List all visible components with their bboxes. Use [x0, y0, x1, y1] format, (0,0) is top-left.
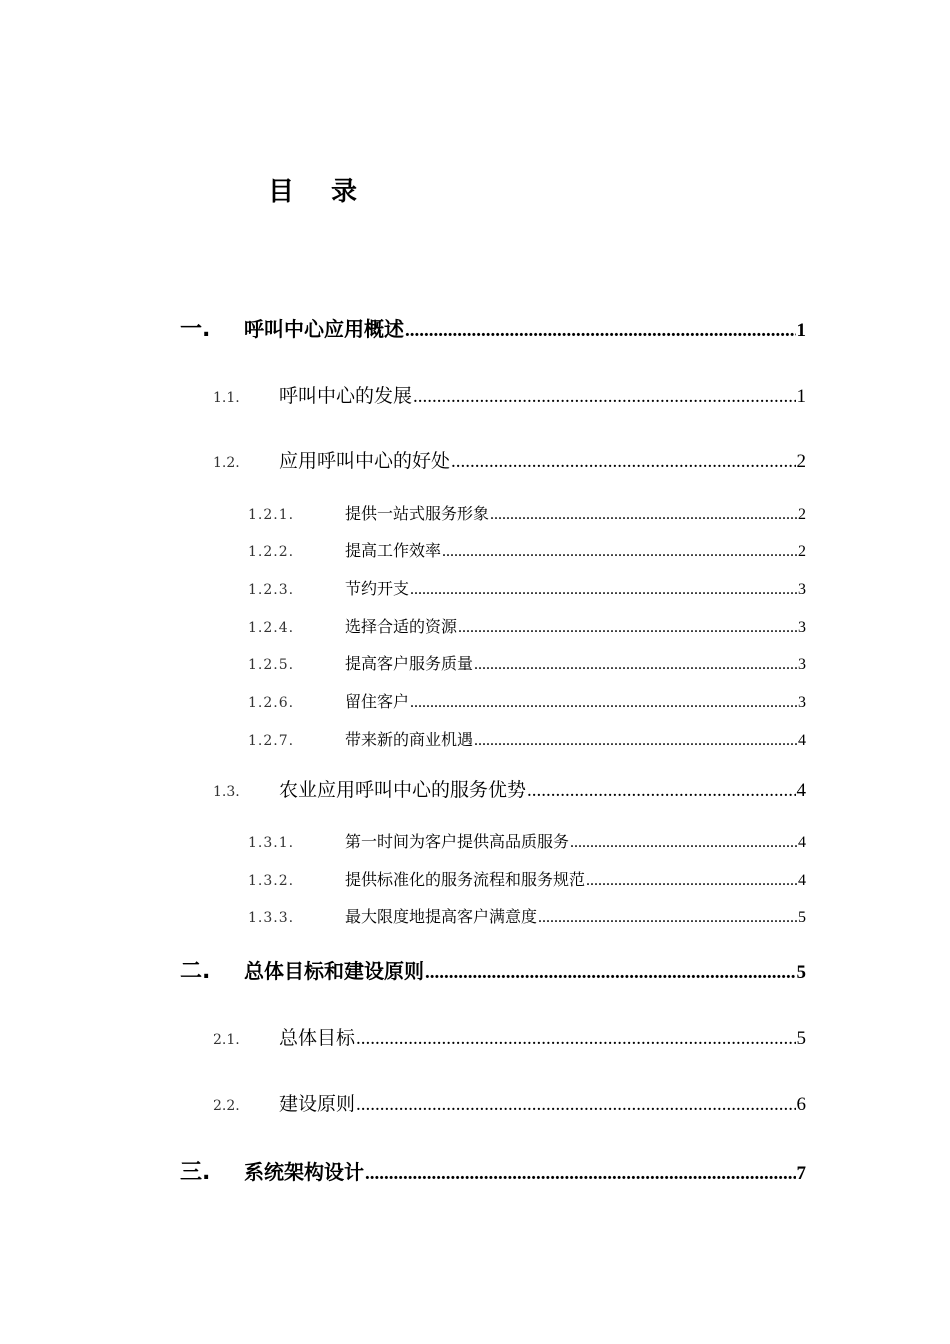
toc-entry-1-2-3[interactable]	[248, 577, 806, 601]
toc-entry-1-2-1[interactable]	[248, 502, 806, 526]
toc-page-number: 2	[798, 506, 806, 523]
toc-text: 最大限度地提高客户满意度	[345, 907, 538, 926]
toc-entry-1-3-2[interactable]	[248, 868, 806, 892]
toc-entry-1-2-4[interactable]	[248, 615, 806, 639]
toc-leader	[442, 540, 797, 564]
toc-text: 系统架构设计	[244, 1160, 364, 1184]
toc-page-number: 3	[798, 656, 806, 673]
toc-number: 1.2.	[213, 455, 240, 471]
toc-number: 1.3.3.	[248, 910, 295, 926]
toc-leader	[474, 653, 797, 677]
toc-page-number: 3	[798, 694, 806, 711]
toc-page-number: 4	[796, 780, 806, 801]
toc-leader	[365, 1159, 796, 1189]
toc-number: 1.3.1.	[248, 835, 295, 851]
toc-text: 节约开支	[345, 579, 410, 598]
toc-entry-1-2-7[interactable]	[248, 728, 806, 752]
toc-number: 二.	[180, 959, 211, 984]
toc-text: 农业应用呼叫中心的服务优势	[279, 779, 527, 801]
toc-page-number: 4	[798, 872, 806, 889]
toc-number: 1.3.2.	[248, 873, 295, 889]
toc-entry-2[interactable]	[180, 956, 806, 986]
toc-page-number: 4	[798, 732, 806, 749]
toc-number: 1.2.2.	[248, 544, 295, 560]
toc-page-number: 2	[796, 451, 806, 472]
toc-number: 1.2.6.	[248, 695, 295, 711]
toc-page-number: 7	[796, 1163, 806, 1184]
toc-text: 建设原则	[279, 1093, 356, 1115]
toc-leader	[356, 1091, 795, 1119]
toc-leader	[538, 906, 797, 930]
toc-entry-2-1[interactable]	[213, 1024, 806, 1052]
toc-leader	[527, 777, 795, 805]
toc-number: 三.	[180, 1160, 211, 1185]
toc-number: 1.3.	[213, 784, 240, 800]
toc-number: 1.2.3.	[248, 582, 295, 598]
toc-number: 1.2.7.	[248, 733, 295, 749]
toc-number: 1.1.	[213, 390, 240, 406]
toc-page-number: 1	[796, 386, 806, 407]
toc-entry-1-3-3[interactable]	[248, 905, 806, 929]
toc-leader	[570, 831, 797, 855]
toc-page-number: 5	[798, 909, 806, 926]
toc-text: 应用呼叫中心的好处	[279, 450, 451, 472]
toc-page-number: 6	[796, 1094, 806, 1115]
toc-page-number: 3	[798, 581, 806, 598]
toc-entry-1-1[interactable]	[213, 382, 806, 410]
toc-page-number: 2	[798, 543, 806, 560]
toc-number: 2.2.	[213, 1098, 240, 1114]
toc-entry-1-2-2[interactable]	[248, 539, 806, 563]
toc-number: 一.	[180, 317, 211, 342]
toc-entry-1-3[interactable]	[213, 776, 806, 804]
toc-page-number: 1	[796, 320, 806, 341]
toc-leader	[586, 869, 797, 893]
toc-text: 提供标准化的服务流程和服务规范	[345, 870, 586, 889]
toc-leader	[451, 448, 795, 476]
toc-leader	[410, 691, 797, 715]
toc-text: 总体目标和建设原则	[244, 959, 424, 983]
toc-text: 选择合适的资源	[345, 617, 458, 636]
toc-entry-1[interactable]	[180, 314, 806, 344]
toc-page-number: 5	[796, 1028, 806, 1049]
toc-entry-1-2[interactable]	[213, 447, 806, 475]
toc-entry-1-3-1[interactable]	[248, 830, 806, 854]
toc-number: 1.2.1.	[248, 507, 295, 523]
toc-leader	[458, 616, 797, 640]
toc-entry-1-2-6[interactable]	[248, 690, 806, 714]
toc-leader	[413, 383, 795, 411]
toc-leader	[405, 316, 796, 346]
toc-text: 提高工作效率	[345, 541, 442, 560]
toc-text: 呼叫中心的发展	[279, 385, 413, 407]
toc-text: 总体目标	[279, 1027, 356, 1049]
toc-leader	[490, 503, 797, 527]
toc-entry-2-2[interactable]	[213, 1090, 806, 1118]
toc-entry-3[interactable]	[180, 1157, 806, 1187]
toc-entry-1-2-5[interactable]	[248, 652, 806, 676]
toc-leader	[410, 578, 797, 602]
toc-leader	[425, 958, 796, 988]
toc-text: 提高客户服务质量	[345, 654, 474, 673]
toc-text: 提供一站式服务形象	[345, 504, 490, 523]
toc-title: 目 录	[268, 177, 372, 207]
toc-text: 带来新的商业机遇	[345, 730, 474, 749]
toc-text: 第一时间为客户提供高品质服务	[345, 832, 570, 851]
toc-text: 留住客户	[345, 692, 410, 711]
toc-leader	[356, 1025, 795, 1053]
toc-number: 1.2.5.	[248, 657, 295, 673]
toc-number: 1.2.4.	[248, 620, 295, 636]
toc-text: 呼叫中心应用概述	[244, 317, 404, 341]
toc-number: 2.1.	[213, 1032, 240, 1048]
toc-leader	[474, 729, 797, 753]
toc-page-number: 3	[798, 619, 806, 636]
toc-page-number: 5	[796, 962, 806, 983]
toc-page-number: 4	[798, 834, 806, 851]
